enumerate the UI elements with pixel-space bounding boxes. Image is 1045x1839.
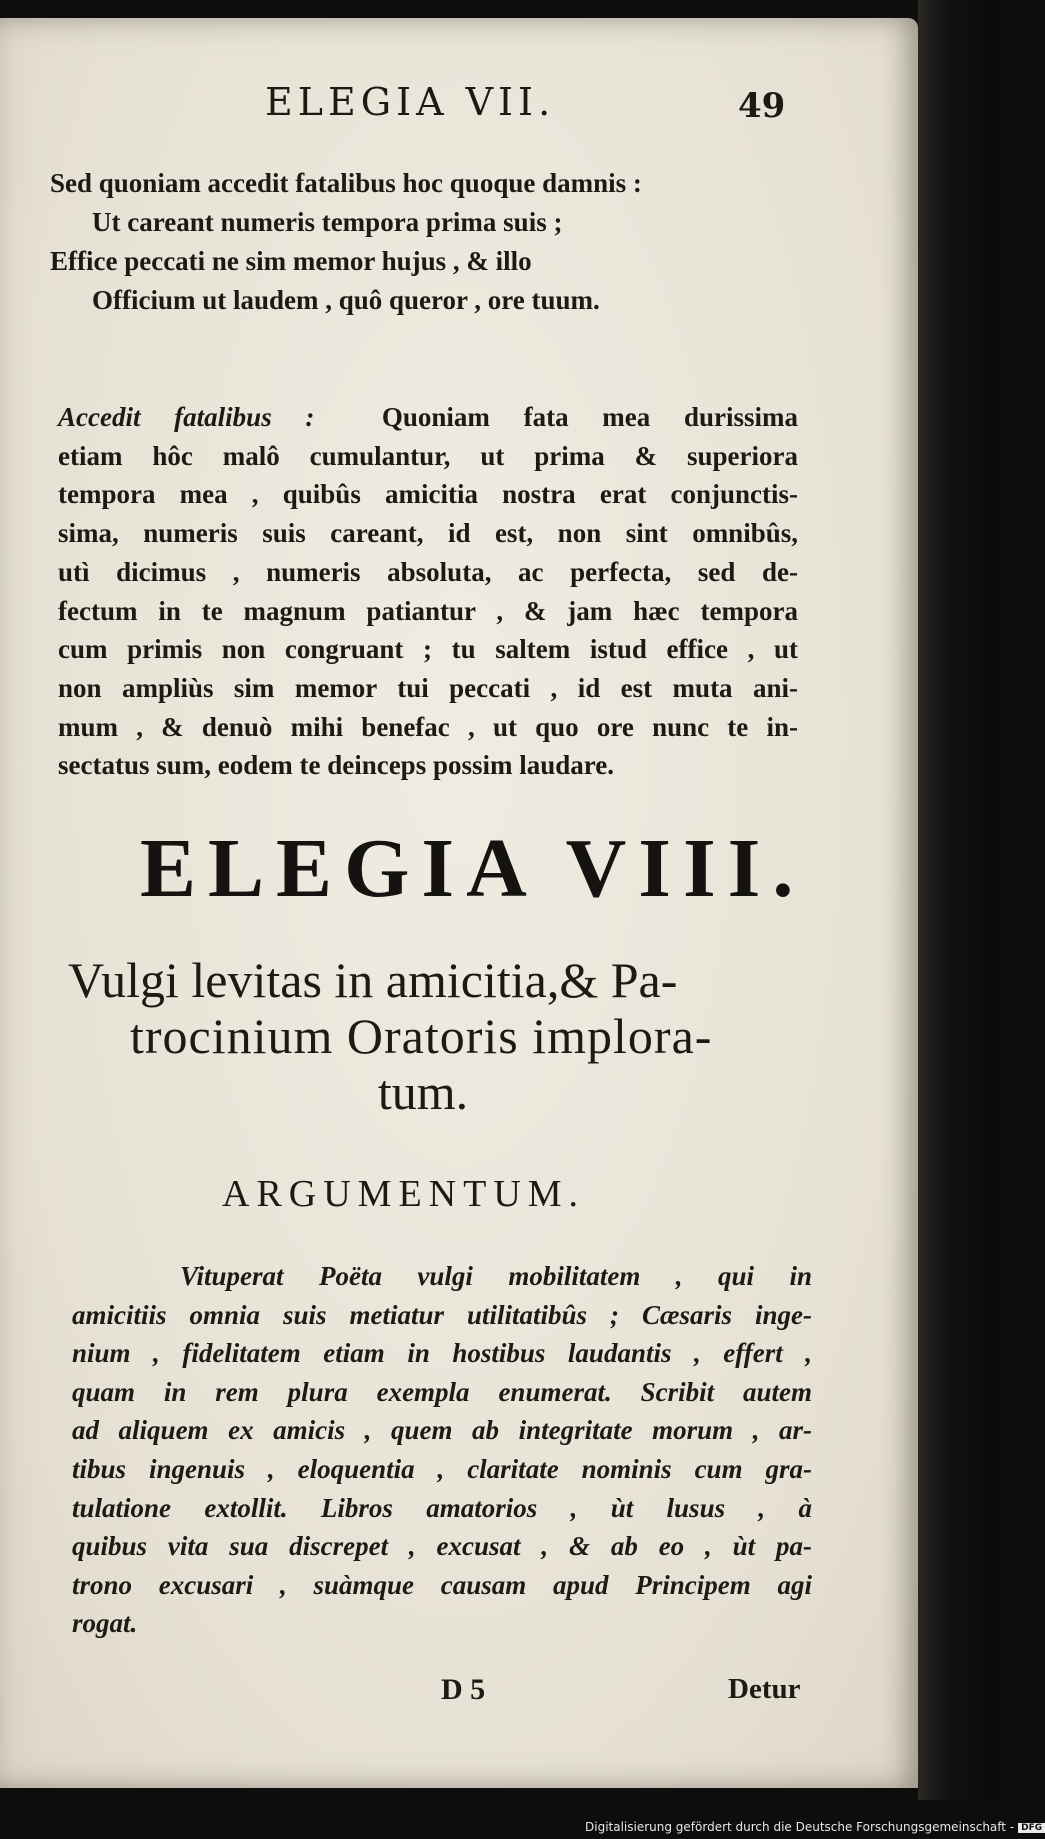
subtitle-line: trocinium Oratoris implora- <box>130 1008 713 1064</box>
catchword: Detur <box>728 1673 801 1705</box>
verse-line-1: Sed quoniam accedit fatalibus hoc quoque damnis : <box>50 168 642 198</box>
digitization-footer <box>585 1820 1045 1834</box>
footer-text: Digitalisierung gefördert durch die Deutsche Forschungsgemeinschaft - <box>585 1820 1015 1834</box>
argumentum-line: trono excusari , suàmque causam apud Principem agi <box>72 1569 812 1600</box>
dfg-logo-icon: DFG <box>1018 1823 1045 1833</box>
verse-line-4: Officium ut laudem , quô queror , ore tuum. <box>92 285 600 315</box>
argumentum-body <box>72 1257 812 1643</box>
argumentum-line: Vituperat Poëta vulgi mobilitatem , qui in <box>180 1261 812 1291</box>
running-header: ELEGIA VII. <box>265 80 556 124</box>
argumentum-line: quibus vita sua discrepet , excusat , & ab eo , ùt pa- <box>72 1531 812 1562</box>
subtitle-line: Vulgi levitas in amicitia,& Pa- <box>68 952 678 1008</box>
commentary-line: sectatus sum, eodem te deinceps possim laudare. <box>58 750 614 781</box>
argumentum-line: quam in rem plura exempla enumerat. Scribit autem <box>72 1376 812 1407</box>
commentary-line: fectum in te magnum patiantur , & jam hæc tempora <box>58 595 798 626</box>
argumentum-heading: ARGUMENTUM. <box>222 1173 586 1215</box>
verse-line-3: Effice peccati ne sim memor hujus , & illo <box>50 246 532 276</box>
argumentum-line: rogat. <box>72 1608 138 1639</box>
elegy-subtitle <box>68 952 808 1120</box>
book-spine-shadow <box>918 0 1000 1800</box>
commentary-line: utì dicimus , numeris absoluta, ac perfecta, sed de- <box>58 556 798 587</box>
argumentum-line: tulatione extollit. Libros amatorios , ùt lusus , à <box>72 1492 812 1523</box>
commentary-line: mum , & denuò mihi benefac , ut quo ore nunc te in- <box>58 711 798 742</box>
commentary-line: non ampliùs sim memor tui peccati , id est muta ani- <box>58 672 798 703</box>
commentary-lemma: Accedit fatalibus : <box>58 402 315 432</box>
commentary-line: Accedit fatalibus : Quoniam fata mea durissima <box>58 402 798 432</box>
commentary-line: sima, numeris suis careant, id est, non sint omnibûs, <box>58 518 798 549</box>
verse-line-2: Ut careant numeris tempora prima suis ; <box>92 207 563 237</box>
page-number: 49 <box>738 86 786 126</box>
argumentum-line: ad aliquem ex amicis , quem ab integritate morum , ar- <box>72 1415 812 1446</box>
commentary-line: etiam hôc malô cumulantur, ut prima & superiora <box>58 440 798 471</box>
elegy-title: ELEGIA VIII. <box>140 822 806 915</box>
commentary-line: tempora mea , quibûs amicitia nostra erat conjunctis- <box>58 479 798 510</box>
subtitle-line: tum. <box>377 1064 469 1120</box>
argumentum-line: nium , fidelitatem etiam in hostibus laudantis , effert , <box>72 1338 812 1369</box>
commentary-block <box>58 398 798 785</box>
signature-mark: D 5 <box>441 1673 486 1706</box>
commentary-line: cum primis non congruant ; tu saltem istud effice , ut <box>58 634 798 665</box>
argumentum-line: amicitiis omnia suis metiatur utilitatibûs ; Cæsaris inge- <box>72 1299 812 1330</box>
argumentum-line: tibus ingenuis , eloquentia , claritate nominis cum gra- <box>72 1453 812 1484</box>
